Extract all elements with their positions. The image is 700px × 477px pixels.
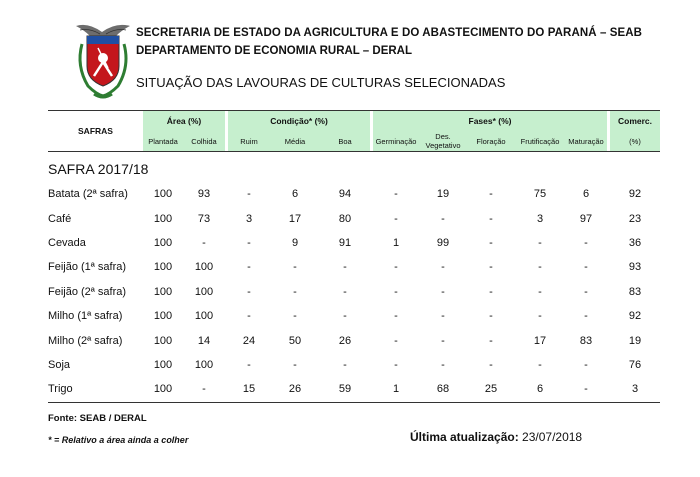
table-cell: 3 bbox=[536, 212, 544, 225]
table-row bbox=[48, 206, 660, 230]
table-cell: 100 bbox=[153, 310, 173, 323]
table-cell: 92 bbox=[628, 188, 642, 201]
table-row bbox=[48, 377, 660, 402]
crop-name: Cevada bbox=[48, 236, 86, 249]
page-header bbox=[0, 0, 700, 110]
table-cell: - bbox=[247, 310, 251, 323]
table-cell: 3 bbox=[245, 212, 253, 225]
table-cell: - bbox=[584, 310, 588, 323]
table-cell: 93 bbox=[628, 261, 642, 274]
last-update-label: Última atualização: bbox=[410, 430, 519, 444]
table-cell: - bbox=[441, 212, 445, 225]
parana-coat-of-arms-icon bbox=[72, 20, 134, 102]
crop-name: Batata (2ª safra) bbox=[48, 188, 128, 201]
table-cell: 100 bbox=[153, 358, 173, 371]
crop-name: Milho (1ª safra) bbox=[48, 310, 123, 323]
table-cell: 9 bbox=[291, 236, 299, 249]
table-cell: - bbox=[293, 261, 297, 274]
table-cell: - bbox=[202, 236, 206, 249]
table-cell: - bbox=[489, 334, 493, 347]
source-note: Fonte: SEAB / DERAL bbox=[48, 413, 147, 424]
table-cell: - bbox=[247, 188, 251, 201]
table-cell: - bbox=[394, 285, 398, 298]
table-cell: 1 bbox=[373, 377, 419, 402]
table-cell: - bbox=[489, 310, 493, 323]
table-cell: - bbox=[489, 261, 493, 274]
table-cell: - bbox=[293, 285, 297, 298]
table-row bbox=[48, 231, 660, 255]
table-cell: 83 bbox=[628, 285, 642, 298]
department-name: DEPARTAMENTO DE ECONOMIA RURAL – DERAL bbox=[136, 45, 413, 57]
table-cell: 25 bbox=[467, 377, 515, 402]
subheader-frutificacao: Frutificação bbox=[515, 131, 565, 152]
table-cell: 26 bbox=[270, 377, 320, 402]
table-cell: - bbox=[343, 358, 347, 371]
table-cell: - bbox=[584, 285, 588, 298]
subheader-des-vegetativo: Des. Vegetativo bbox=[419, 131, 467, 152]
table-cell: - bbox=[538, 261, 542, 274]
table-cell: - bbox=[489, 188, 493, 201]
table-cell: - bbox=[394, 261, 398, 274]
crop-name: Café bbox=[48, 212, 72, 225]
table-cell: 97 bbox=[579, 212, 593, 225]
table-cell: - bbox=[584, 358, 588, 371]
table-cell: - bbox=[441, 310, 445, 323]
subheader-germinacao: Germinação bbox=[373, 131, 419, 152]
table-cell: - bbox=[538, 285, 542, 298]
table-row bbox=[48, 353, 660, 377]
subheader-media: Média bbox=[270, 131, 320, 152]
table-cell: 100 bbox=[194, 261, 214, 274]
table-cell: - bbox=[538, 236, 542, 249]
page-title: SITUAÇÃO DAS LAVOURAS DE CULTURAS SELECIONADAS bbox=[136, 75, 506, 90]
area-group-header: Área (%) bbox=[143, 111, 225, 132]
table-cell: - bbox=[343, 261, 347, 274]
table-cell: 100 bbox=[153, 285, 173, 298]
table-cell: 100 bbox=[153, 334, 173, 347]
table-cell: 59 bbox=[320, 377, 370, 402]
table-cell: - bbox=[565, 377, 607, 402]
table-cell: - bbox=[394, 188, 398, 201]
table-cell: 15 bbox=[228, 377, 270, 402]
table-cell: 6 bbox=[291, 188, 299, 201]
table-cell: - bbox=[441, 358, 445, 371]
table-cell: 92 bbox=[628, 310, 642, 323]
table-cell: 24 bbox=[242, 334, 256, 347]
table-cell: 17 bbox=[288, 212, 302, 225]
table-cell: 94 bbox=[338, 188, 352, 201]
subheader-comerc-pct: (%) bbox=[610, 131, 660, 152]
table-cell: 100 bbox=[153, 261, 173, 274]
table-cell: 99 bbox=[436, 236, 450, 249]
subheader-boa: Boa bbox=[320, 131, 370, 152]
table-cell: 19 bbox=[436, 188, 450, 201]
table-row bbox=[48, 328, 660, 352]
table-cell: 100 bbox=[153, 188, 173, 201]
table-cell: - bbox=[441, 334, 445, 347]
table-cell: - bbox=[247, 261, 251, 274]
subheader-plantada: Plantada bbox=[143, 131, 183, 152]
table-cell: - bbox=[441, 261, 445, 274]
table-cell: - bbox=[489, 212, 493, 225]
subheader-ruim: Ruim bbox=[228, 131, 270, 152]
table-cell: 100 bbox=[194, 358, 214, 371]
crop-name: Soja bbox=[48, 358, 71, 371]
table-cell: - bbox=[489, 358, 493, 371]
table-cell: 100 bbox=[194, 285, 214, 298]
secretariat-name: SECRETARIA DE ESTADO DA AGRICULTURA E DO ABASTECIMENTO DO PARANÁ – SEAB bbox=[136, 27, 643, 39]
subheader-floracao: Floração bbox=[467, 131, 515, 152]
subheader-colhida: Colhida bbox=[183, 131, 225, 152]
subheader-maturacao: Maturação bbox=[565, 131, 607, 152]
table-cell: - bbox=[343, 285, 347, 298]
table-cell: 76 bbox=[628, 358, 642, 371]
table-cell: - bbox=[247, 285, 251, 298]
table-cell: 100 bbox=[143, 377, 183, 402]
table-cell: - bbox=[343, 310, 347, 323]
table-cell: - bbox=[584, 236, 588, 249]
table-cell: 75 bbox=[533, 188, 547, 201]
last-update-date: 23/07/2018 bbox=[522, 430, 583, 444]
table-cell: - bbox=[394, 310, 398, 323]
table-cell: 93 bbox=[197, 188, 211, 201]
table-cell: 83 bbox=[579, 334, 593, 347]
table-cell: - bbox=[489, 285, 493, 298]
table-cell: 100 bbox=[153, 236, 173, 249]
table-row bbox=[48, 304, 660, 328]
table-cell: - bbox=[584, 261, 588, 274]
condicao-group-header: Condição* (%) bbox=[228, 111, 370, 132]
table-cell: 3 bbox=[610, 377, 660, 402]
table-cell: - bbox=[394, 212, 398, 225]
safras-header: SAFRAS bbox=[48, 111, 143, 152]
fases-group-header: Fases* (%) bbox=[373, 111, 607, 132]
table-cell: - bbox=[538, 358, 542, 371]
table-cell: 100 bbox=[153, 212, 173, 225]
table-cell: - bbox=[247, 236, 251, 249]
crop-situation-table bbox=[48, 110, 660, 403]
table-row bbox=[48, 182, 660, 206]
table-cell: - bbox=[394, 358, 398, 371]
table-row bbox=[48, 280, 660, 304]
table-group-header-row bbox=[48, 111, 660, 132]
table-cell: - bbox=[247, 358, 251, 371]
table-cell: 1 bbox=[392, 236, 400, 249]
table-cell: - bbox=[394, 334, 398, 347]
table-cell: - bbox=[489, 236, 493, 249]
section-label: SAFRA 2017/18 bbox=[48, 161, 149, 177]
table-cell: 23 bbox=[628, 212, 642, 225]
table-cell: 6 bbox=[515, 377, 565, 402]
table-cell: - bbox=[441, 285, 445, 298]
table-cell: 6 bbox=[582, 188, 590, 201]
table-cell: 19 bbox=[628, 334, 642, 347]
table-cell: 36 bbox=[628, 236, 642, 249]
table-cell: 14 bbox=[197, 334, 211, 347]
last-update bbox=[410, 430, 582, 444]
table-cell: - bbox=[538, 310, 542, 323]
table-cell: 50 bbox=[288, 334, 302, 347]
table-cell: 100 bbox=[194, 310, 214, 323]
table-cell: 80 bbox=[338, 212, 352, 225]
footnote: * = Relativo a área ainda a colher bbox=[48, 435, 189, 445]
comerc-group-header: Comerc. bbox=[610, 111, 660, 132]
table-cell: - bbox=[183, 377, 225, 402]
table-row bbox=[48, 255, 660, 279]
crop-name: Trigo bbox=[48, 377, 143, 402]
crop-name: Feijão (2ª safra) bbox=[48, 285, 127, 298]
table-cell: 26 bbox=[338, 334, 352, 347]
table-cell: - bbox=[293, 310, 297, 323]
table-cell: 68 bbox=[419, 377, 467, 402]
table-cell: 91 bbox=[338, 236, 352, 249]
table-cell: - bbox=[293, 358, 297, 371]
section-row bbox=[48, 152, 660, 183]
table-cell: 17 bbox=[533, 334, 547, 347]
table-cell: 73 bbox=[197, 212, 211, 225]
crop-name: Milho (2ª safra) bbox=[48, 334, 123, 347]
crop-name: Feijão (1ª safra) bbox=[48, 261, 127, 274]
